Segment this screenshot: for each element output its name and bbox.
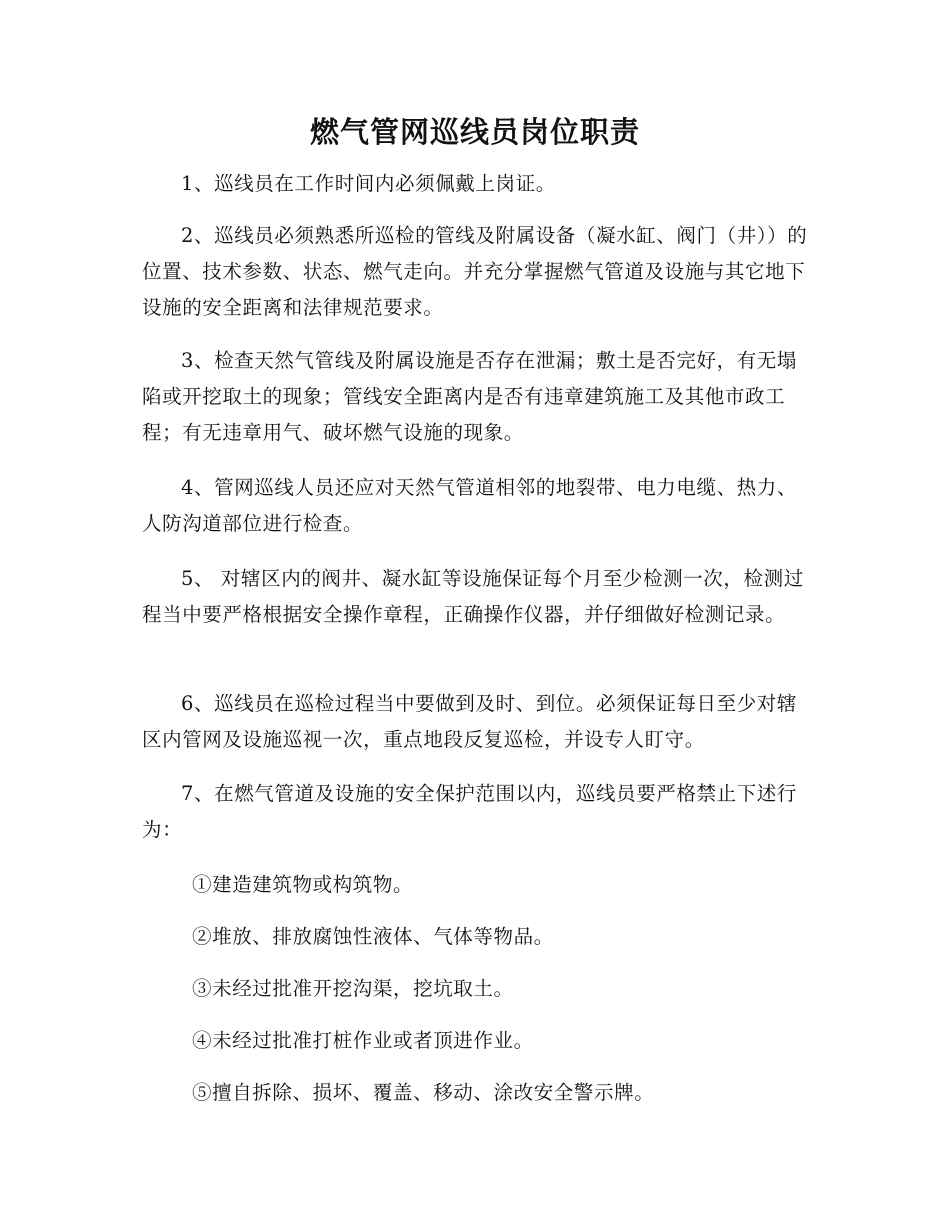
paragraph-4: 4、管网巡线人员还应对天然气管道相邻的地裂带、电力电缆、热力、人防沟道部位进行检查。 [142, 476, 798, 535]
paragraph-1: 1、巡线员在工作时间内必须佩戴上岗证。 [181, 172, 556, 195]
paragraph-6: 6、巡线员在巡检过程当中要做到及时、到位。必须保证每日至少对辖区内管网及设施巡视一次，重点地段反复巡检，并设专人盯守。 [142, 692, 798, 751]
prohibited-item-3: ③未经过批准开挖沟渠，挖坑取土。 [192, 977, 514, 1000]
paragraph-3: 3、检查天然气管线及附属设施是否存在泄漏；敷土是否完好，有无塌陷或开挖取土的现象；管线安全距离内是否有违章建筑施工及其他市政工程；有无违章用气、破坏燃气设施的现象。 [142, 349, 798, 444]
prohibited-item-2: ②堆放、排放腐蚀性液体、气体等物品。 [192, 925, 554, 948]
paragraph-2: 2、巡线员必须熟悉所巡检的管线及附属设备（凝水缸、阀门（井））的位置、技术参数、状态、燃气走向。并充分掌握燃气管道及设施与其它地下设施的安全距离和法律规范要求。 [142, 224, 808, 319]
document-title: 燃气管网巡线员岗位职责 [309, 115, 640, 149]
prohibited-item-5: ⑤擅自拆除、损坏、覆盖、移动、涂改安全警示牌。 [192, 1081, 655, 1104]
prohibited-item-1: ①建造建筑物或构筑物。 [192, 873, 414, 896]
paragraph-5: 5、 对辖区内的阀井、凝水缸等设施保证每个月至少检测一次，检测过程当中要严格根据安全操作章程，正确操作仪器，并仔细做好检测记录。 [142, 567, 804, 626]
prohibited-item-4: ④未经过批准打桩作业或者顶进作业。 [192, 1029, 534, 1052]
paragraph-7: 7、在燃气管道及设施的安全保护范围以内，巡线员要严格禁止下述行为： [142, 782, 798, 841]
